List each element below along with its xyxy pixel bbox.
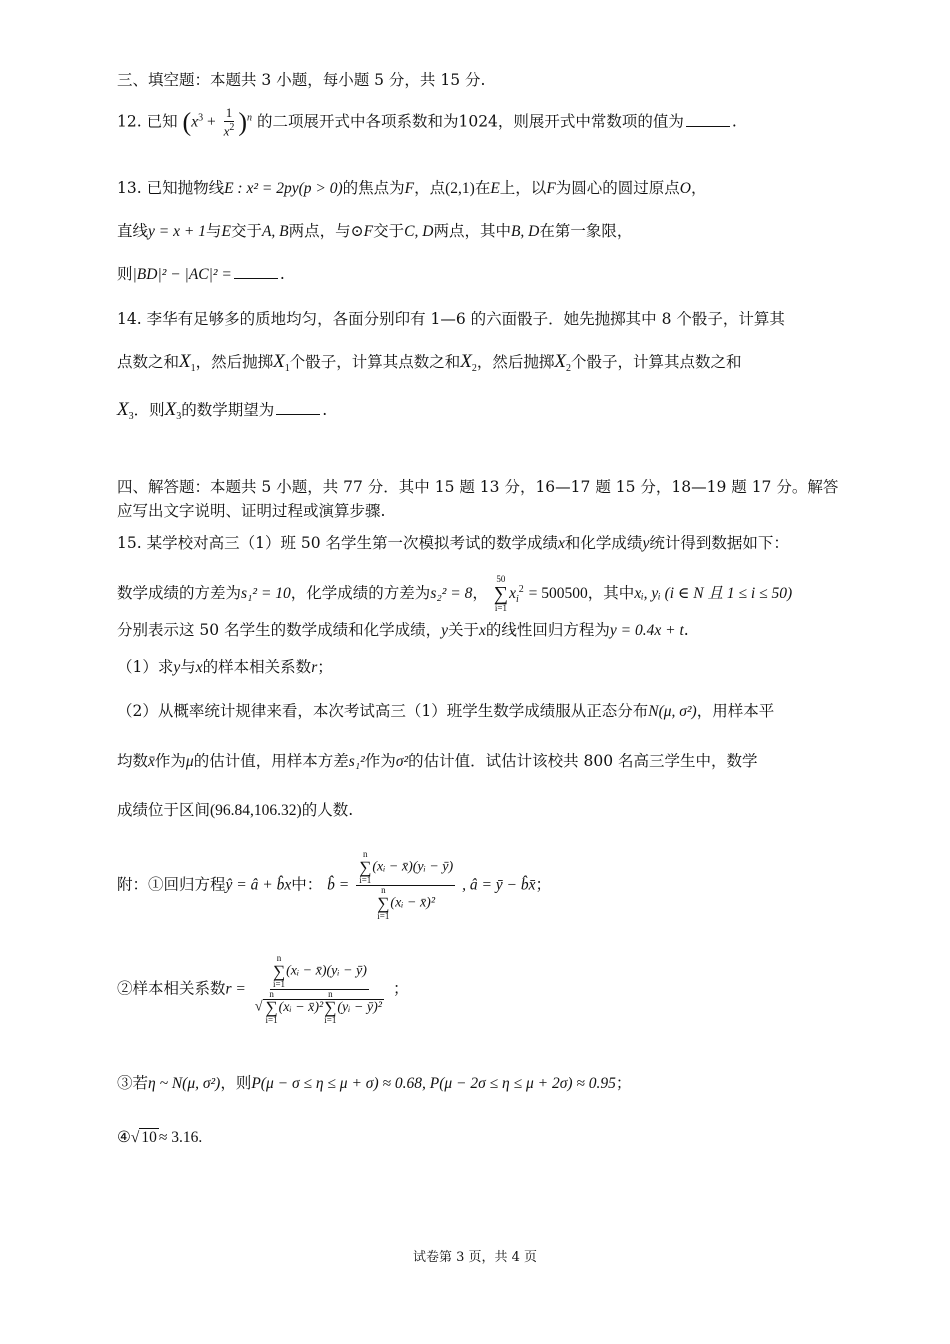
section-4-heading: 四、解答题：本题共 5 小题，共 77 分．其中 15 题 13 分，16—17 题 15 分，18—19 题 17 分。解答	[117, 478, 839, 496]
appendix-formula-1: 附：①回归方程ŷ = â + b̂x中： b̂ = n ∑ i=1 (xᵢ − x̄)(yᵢ − ȳ) n ∑ i=1 (xᵢ − x̄)² , â = ȳ − b̂x̄；	[117, 849, 552, 921]
answer-blank	[234, 264, 278, 279]
question-13-line-3: 则|BD|² − |AC|² = .	[117, 265, 285, 283]
answer-blank	[276, 400, 320, 415]
question-15-line-1: 15. 某学校对高三（1）班 50 名学生第一次模拟考试的数学成绩x和化学成绩y统计得到数据如下：	[117, 534, 789, 552]
question-14-line-1: 14. 李华有足够多的质地均匀，各面分别印有 1—6 的六面骰子．她先抛掷其中 8 个骰子，计算其	[117, 310, 785, 328]
appendix-formula-3: ③若η ~ N(μ, σ²)，则P(μ − σ ≤ η ≤ μ + σ) ≈ 0.68, P(μ − 2σ ≤ η ≤ μ + 2σ) ≈ 0.95；	[117, 1074, 632, 1092]
question-15-part-2-line-3: 成绩位于区间(96.84,106.32)的人数.	[117, 801, 354, 819]
question-12: 12. 已知 ($x^3$ + $\frac{1}{x^2}$ )$^n$ 的二项展开式中各项系数和为1024，则展开式中常数项的值为 .	[117, 105, 737, 139]
section-4-heading-line-2: 应写出文字说明、证明过程或演算步骤.	[117, 502, 386, 520]
question-13-line-1: 13. 已知抛物线E : x² = 2py(p > 0)的焦点为F，点(2,1)在E上，以F为圆心的圆过原点O，	[117, 179, 707, 197]
question-15-part-2-line-2: 均数x̄作为μ的估计值，用样本方差s₁²作为σ²的估计值．试估计该校共 800 名高三学生中，数学	[117, 752, 758, 770]
appendix-formula-2: ②样本相关系数r = n ∑ i=1 (xᵢ − x̄)(yᵢ − ȳ) √ n ∑ i=1 (xᵢ − x̄)² n ∑ i=1 (yᵢ − ȳ)² ；	[117, 953, 409, 1025]
question-15-part-2-line-1: （2）从概率统计规律来看，本次考试高三（1）班学生数学成绩服从正态分布N(μ, σ²)，用样本平	[117, 702, 775, 720]
appendix-formula-4: ④√ 10 ≈ 3.16.	[117, 1128, 203, 1146]
question-15-line-2: 数学成绩的方差为s₁² = 10，化学成绩的方差为s₂² = 8， 50 ∑ i=1 $x_i^2 = 500500$，其中xᵢ, yᵢ (i ∈ N 且 1 ≤ i ≤ 50)	[117, 574, 793, 613]
question-15-part-1: （1）求y与x的样本相关系数r；	[117, 658, 333, 676]
answer-blank	[686, 112, 730, 127]
question-14-line-2: 点数之和$X_1$，然后抛掷$X_1$个骰子，计算其点数之和$X_2$，然后抛掷$X_2$个骰子，计算其点数之和	[117, 351, 742, 375]
page-footer: 试卷第 3 页，共 4 页	[412, 1250, 538, 1265]
question-13-line-2: 直线y = x + 1与E交于A, B两点，与⊙F交于C, D两点，其中B, D在第一象限，	[117, 222, 633, 240]
section-3-heading: 三、填空题：本题共 3 小题，每小题 5 分，共 15 分.	[117, 71, 486, 89]
question-15-line-3: 分别表示这 50 名学生的数学成绩和化学成绩，y关于x的线性回归方程为y = 0.4x + t.	[117, 621, 689, 639]
question-14-line-3: $X_3$．则$X_3$的数学期望为 .	[117, 399, 328, 423]
